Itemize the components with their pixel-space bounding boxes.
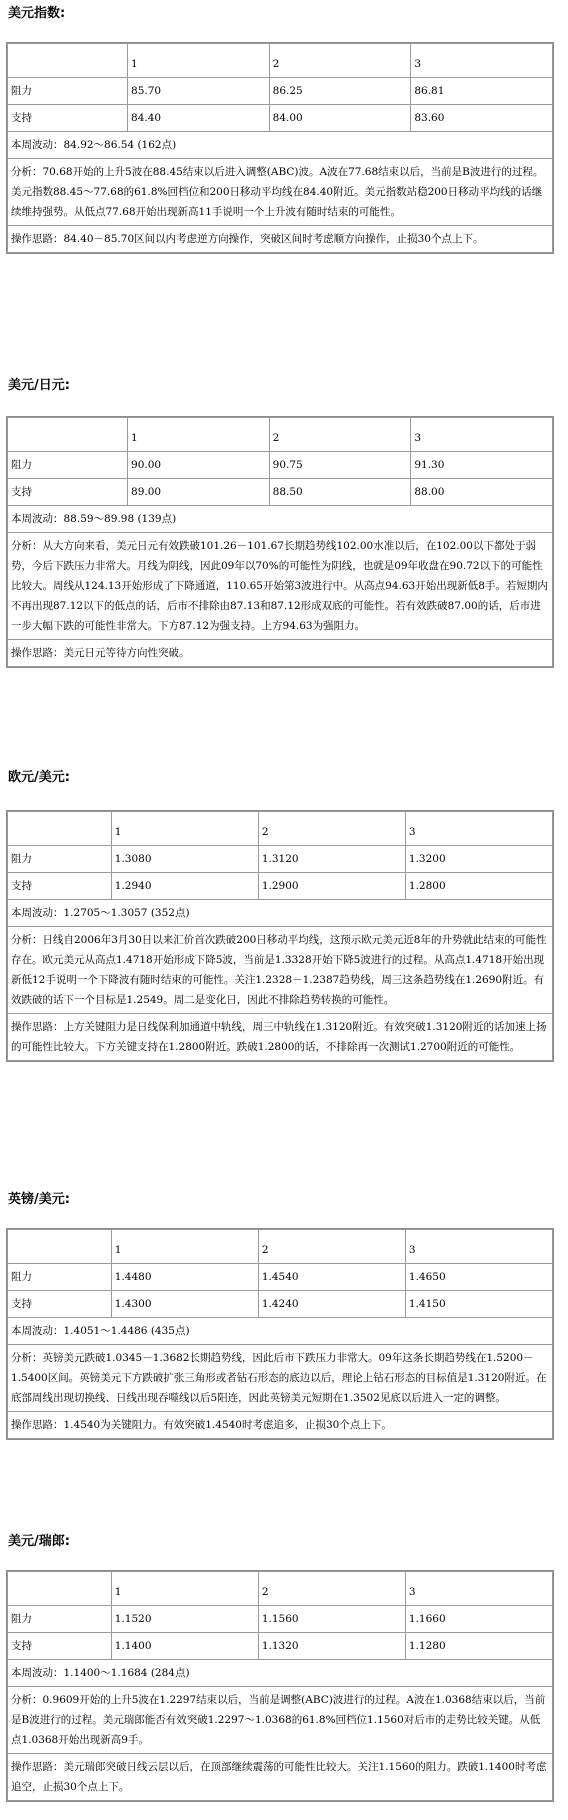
range-row [8,900,552,926]
forecast-table-eur-usd [6,810,554,1062]
resistance-value: 90.00 [128,452,269,478]
table-header-row [8,812,552,845]
header-cell: 3 [406,1572,552,1605]
support-label: 支持 [8,479,127,505]
range-row [8,1660,552,1686]
weekly-range: 本周波动：1.2705～1.3057 (352点) [8,900,552,926]
header-cell [8,1572,111,1605]
header-cell: 1 [112,1572,258,1605]
strategy-row [8,1412,552,1438]
support-row [8,105,552,131]
forecast-table-gbp-usd [6,1228,554,1440]
support-value: 84.40 [128,105,269,131]
strategy-row [8,1754,552,1800]
section-title-gbp-usd: 英镑/美元: [8,1192,70,1207]
header-cell: 2 [270,44,411,77]
support-value: 83.60 [411,105,552,131]
section-title-usd-chf: 美元/瑞郎: [8,1534,70,1549]
section-title-usd-jpy: 美元/日元: [8,378,70,393]
range-row [8,506,552,532]
range-row [8,1318,552,1344]
table-header-row [8,1230,552,1263]
support-value: 1.2800 [406,873,552,899]
support-value: 1.4150 [406,1291,552,1317]
forecast-table-usd-chf [6,1570,554,1802]
header-cell: 2 [259,1230,405,1263]
resistance-row [8,1264,552,1290]
support-value: 1.1280 [406,1633,552,1659]
table-header-row [8,418,552,451]
resistance-value: 86.25 [270,78,411,104]
support-row [8,873,552,899]
resistance-value: 85.70 [128,78,269,104]
header-cell: 2 [259,1572,405,1605]
support-value: 88.50 [270,479,411,505]
analysis-text: 分析：70.68开始的上升5波在88.45结束以后进入调整(ABC)波。A波在77.68结束以后，当前是B波进行的过程。美元指数88.45～77.68的61.8%回档位和200日移动平均线在84.40附近。美元指数站稳200日移动平均线的话继续维持强势。从低点77.68开始出现新高11手说明一个上升波有随时结束的可能性。 [8,159,552,225]
resistance-value: 1.3120 [259,846,405,872]
analysis-text: 分析：日线自2006年3月30日以来汇价首次跌破200日移动平均线，这预示欧元美元近8年的升势就此结束的可能性存在。欧元美元从高点1.4718开始形成下降5波，当前是1.3328开始下降5波进行的过程。从高点1.4718开始出现新低12手说明一个下降波有随时结束的可能性。关注1.2328－1.2387趋势线，周三这条趋势线在1.2690附近。有效跌破的话下一个目标是1.2549。周二是变化日，因此不排除趋势转换的可能性。 [8,927,552,1013]
analysis-text: 分析：英镑美元跌破1.0345－1.3682长期趋势线，因此后市下跌压力非常大。09年这条长期趋势线在1.5200－1.5400区间。英镑美元下方跌破扩张三角形或者钻石形态的底边以后，理论上钻石形态的目标值是1.3120附近。在底部周线出现切换线、日线出现吞噬线以后5阳连，因此英镑美元短期在1.3502见底以后进入一定的调整。 [8,1345,552,1411]
resistance-value: 1.3080 [112,846,258,872]
resistance-value: 90.75 [270,452,411,478]
strategy-row [8,226,552,252]
support-value: 84.00 [270,105,411,131]
header-cell: 1 [128,418,269,451]
support-value: 1.4300 [112,1291,258,1317]
resistance-value: 1.1520 [112,1606,258,1632]
strategy-text: 操作思路：1.4540为关键阻力。有效突破1.4540时考虑追多，止损30个点上下。 [8,1412,552,1438]
analysis-row [8,1345,552,1411]
support-value: 1.1400 [112,1633,258,1659]
header-cell: 3 [411,44,552,77]
support-row [8,1291,552,1317]
strategy-text: 操作思路：美元日元等待方向性突破。 [8,640,552,666]
table-header-row [8,44,552,77]
header-cell [8,44,127,77]
strategy-text: 操作思路：上方关键阻力是日线保利加通道中轨线，周三中轨线在1.3120附近。有效突破1.3120附近的话加速上扬的可能性比较大。下方关键支持在1.2800附近。跌破1.2800的话，不排除再一次测试1.2700附近的可能性。 [8,1014,552,1060]
analysis-row [8,1687,552,1753]
analysis-text: 分析：0.9609开始的上升5波在1.2297结束以后，当前是调整(ABC)波进行的过程。A波在1.0368结束以后，当前是B波进行的过程。美元瑞郎能否有效突破1.2297～1.0368的61.8%回档位1.1560对后市的走势比较关键。从低点1.0368开始出现新高9手。 [8,1687,552,1753]
support-value: 88.00 [411,479,552,505]
support-row [8,479,552,505]
resistance-value: 1.3200 [406,846,552,872]
header-cell: 2 [270,418,411,451]
support-value: 89.00 [128,479,269,505]
weekly-range: 本周波动：1.4051～1.4486 (435点) [8,1318,552,1344]
resistance-value: 1.4480 [112,1264,258,1290]
resistance-label: 阻力 [8,1264,111,1290]
resistance-value: 1.4650 [406,1264,552,1290]
analysis-row [8,533,552,639]
support-label: 支持 [8,1633,111,1659]
support-value: 1.2940 [112,873,258,899]
header-cell: 1 [112,812,258,845]
resistance-value: 91.30 [411,452,552,478]
section-title-usd-index: 美元指数: [8,6,66,21]
header-cell [8,1230,111,1263]
range-row [8,132,552,158]
header-cell: 3 [406,812,552,845]
header-cell: 3 [411,418,552,451]
support-value: 1.1320 [259,1633,405,1659]
resistance-label: 阻力 [8,78,127,104]
header-cell: 1 [128,44,269,77]
table-header-row [8,1572,552,1605]
weekly-range: 本周波动：1.1400～1.1684 (284点) [8,1660,552,1686]
support-label: 支持 [8,873,111,899]
analysis-text: 分析：从大方向来看，美元日元有效跌破101.26－101.67长期趋势线102.00水准以后，在102.00以下都处于弱势，今后下跌压力非常大。月线为阴线，因此09年以70%的可能性为阴线，也就是09年收盘在90.72以下的可能性比较大。周线从124.13开始形成了下降通道，110.65开始第3波进行中。从高点94.63开始出现新低8手。若短期内不再出现87.12以下的低点的话，后市不排除由87.13和87.12形成双底的可能性。若有效跌破87.00的话，后市进一步大幅下跌的可能性非常大。下方87.12为强支持。上方94.63为强阻力。 [8,533,552,639]
analysis-row [8,927,552,1013]
weekly-range: 本周波动：88.59～89.98 (139点) [8,506,552,532]
support-value: 1.2900 [259,873,405,899]
support-row [8,1633,552,1659]
resistance-value: 1.1660 [406,1606,552,1632]
resistance-value: 1.4540 [259,1264,405,1290]
resistance-value: 86.81 [411,78,552,104]
resistance-row [8,78,552,104]
strategy-row [8,640,552,666]
resistance-label: 阻力 [8,1606,111,1632]
strategy-row [8,1014,552,1060]
section-title-eur-usd: 欧元/美元: [8,770,70,785]
resistance-label: 阻力 [8,846,111,872]
resistance-row [8,1606,552,1632]
header-cell: 1 [112,1230,258,1263]
resistance-row [8,452,552,478]
header-cell [8,812,111,845]
weekly-range: 本周波动：84.92～86.54 (162点) [8,132,552,158]
header-cell: 3 [406,1230,552,1263]
forecast-table-usd-jpy [6,416,554,668]
analysis-row [8,159,552,225]
header-cell [8,418,127,451]
strategy-text: 操作思路：美元瑞郎突破日线云层以后，在顶部继续震荡的可能性比较大。关注1.1560的阻力。跌破1.1400时考虑追空，止损30个点上下。 [8,1754,552,1800]
header-cell: 2 [259,812,405,845]
resistance-value: 1.1560 [259,1606,405,1632]
strategy-text: 操作思路：84.40－85.70区间以内考虑逆方向操作，突破区间时考虑顺方向操作，止损30个点上下。 [8,226,552,252]
support-label: 支持 [8,105,127,131]
support-label: 支持 [8,1291,111,1317]
resistance-row [8,846,552,872]
resistance-label: 阻力 [8,452,127,478]
forecast-table-usd-index [6,42,554,254]
support-value: 1.4240 [259,1291,405,1317]
